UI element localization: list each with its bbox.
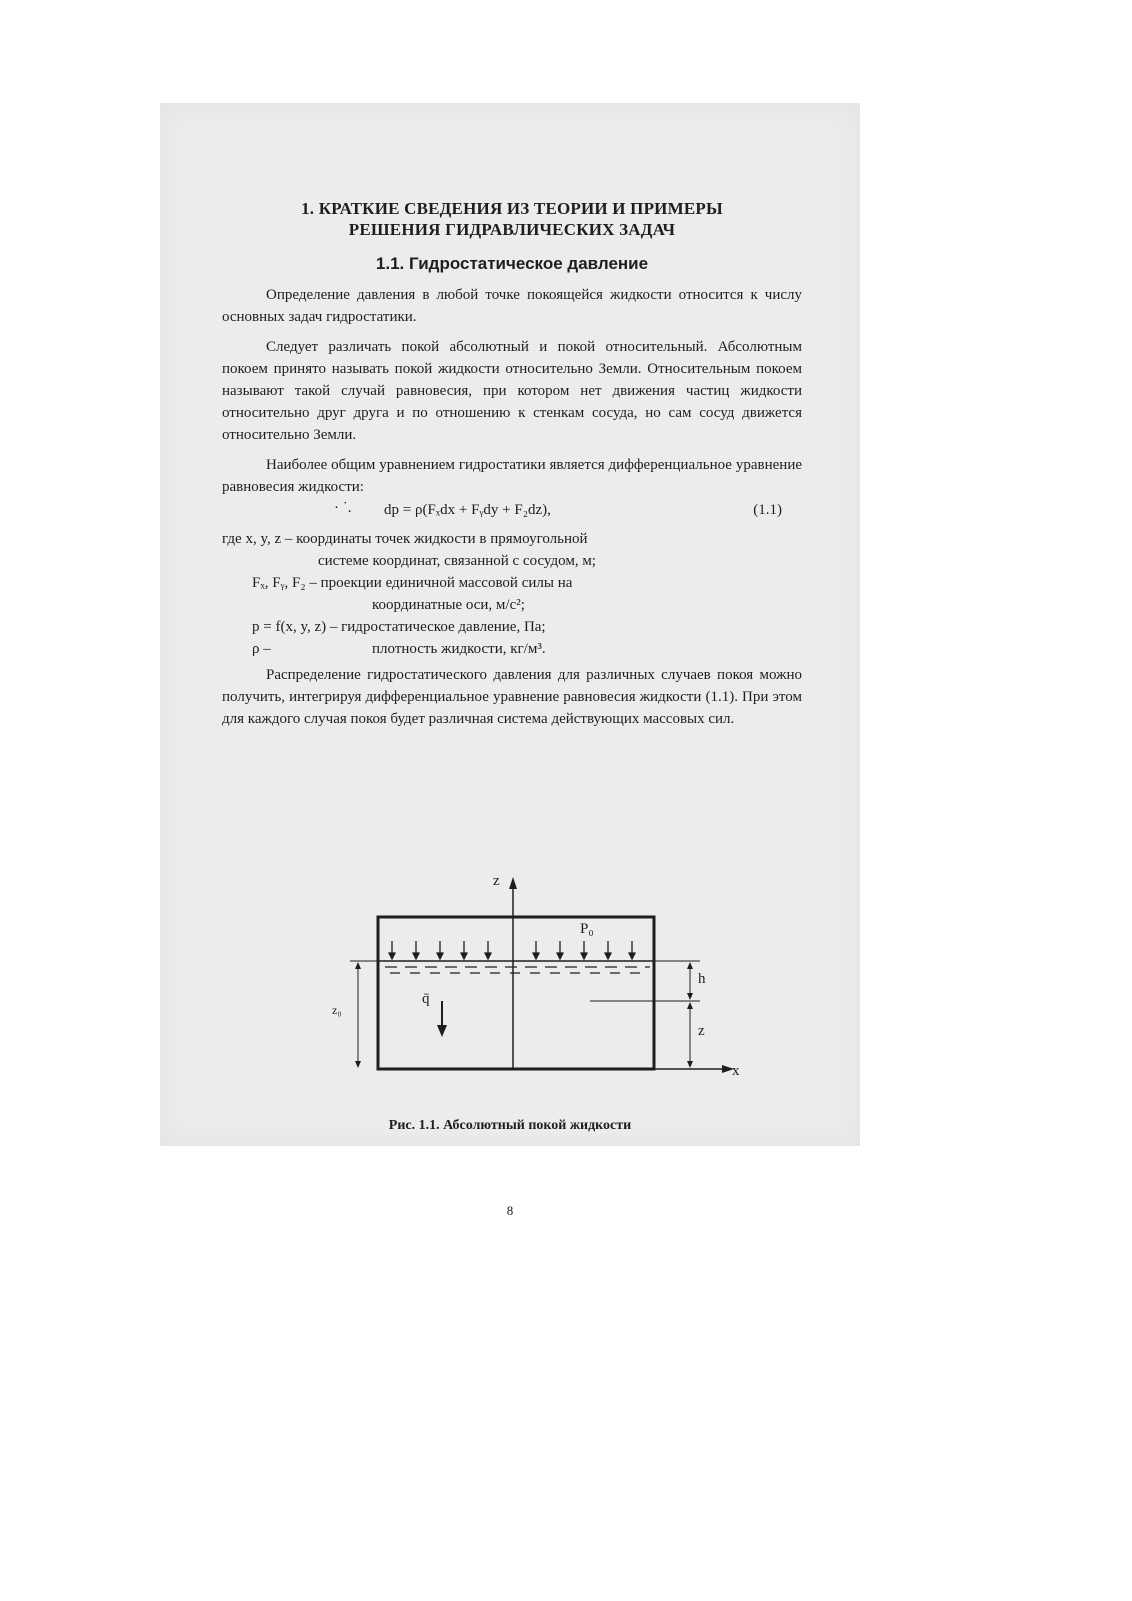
- label-h: h: [698, 971, 706, 987]
- variable-definitions: [222, 528, 802, 660]
- label-z0: z₀: [332, 1003, 342, 1017]
- label-p0: P₀: [580, 921, 594, 937]
- section-heading: 1.1. Гидростатическое давление: [375, 254, 649, 273]
- gravity-arrow-head: [437, 1025, 447, 1037]
- paragraph-2: Следует различать покой абсолютный и покой относительный. Абсолютным покоем принято называть покой жидкости относительно Земли. Относительным покоем называют такой случай равновесия, при котором нет движения частиц жидкости относительно друг друга и по отношению к стенкам сосуда, но сам сосуд движется относительно Земли.: [222, 339, 802, 443]
- vessel-diagram: [330, 873, 750, 1088]
- label-z-height: z: [698, 1023, 705, 1039]
- definition-line-2: системе координат, связанной с сосудом, м;: [318, 553, 596, 569]
- equation-number: (1.1): [753, 502, 782, 518]
- paragraph-1: Определение давления в любой точке покоящейся жидкости относится к числу основных задач гидростатики.: [222, 287, 802, 325]
- definition-line-5: p = f(x, y, z) – гидростатическое давление, Па;: [252, 619, 546, 635]
- document-page: [160, 103, 860, 1218]
- definition-line-4: координатные оси, м/с²;: [372, 597, 525, 613]
- equation-row: [222, 502, 802, 524]
- page-content: [222, 198, 802, 738]
- paragraph-4: Распределение гидростатического давления для различных случаев покоя можно получить, интегрируя дифференциальное уравнение равновесия жидкости (1.1). При этом для каждого случая покоя будет различная система действующих массовых сил.: [222, 667, 802, 727]
- page-number: 8: [506, 1203, 514, 1218]
- chapter-heading: [222, 198, 802, 240]
- definition-line-6: [222, 638, 802, 660]
- label-z-axis: z: [493, 873, 500, 889]
- z-axis-arrow: [509, 877, 517, 889]
- rho-description: плотность жидкости, кг/м³.: [372, 641, 546, 657]
- paragraph-3: Наиболее общим уравнением гидростатики является дифференциальное уравнение равновесия жидкости:: [222, 457, 802, 495]
- definition-line-3: Fₓ, Fᵧ, F₂ – проекции единичной массовой силы на: [252, 575, 573, 591]
- vessel-outline: [378, 917, 654, 1069]
- chapter-heading-line2: РЕШЕНИЯ ГИДРАВЛИЧЕСКИХ ЗАДАЧ: [348, 220, 676, 239]
- label-q: q̄: [422, 991, 430, 1007]
- chapter-heading-line1: 1. КРАТКИЕ СВЕДЕНИЯ ИЗ ТЕОРИИ И ПРИМЕРЫ: [301, 199, 723, 218]
- label-x-axis: x: [732, 1063, 740, 1079]
- surface-pressure-arrows: [389, 941, 635, 959]
- figure-absolute-rest: [330, 873, 750, 1088]
- equation-dots: · ˙.: [334, 500, 352, 516]
- equation-text: dp = ρ(Fₓdx + Fᵧdy + F₂dz),: [384, 502, 551, 518]
- rho-symbol: ρ –: [252, 641, 271, 657]
- definition-line-1: где x, y, z – координаты точек жидкости в прямоугольной: [222, 531, 588, 547]
- figure-caption: Рис. 1.1. Абсолютный покой жидкости: [388, 1118, 632, 1133]
